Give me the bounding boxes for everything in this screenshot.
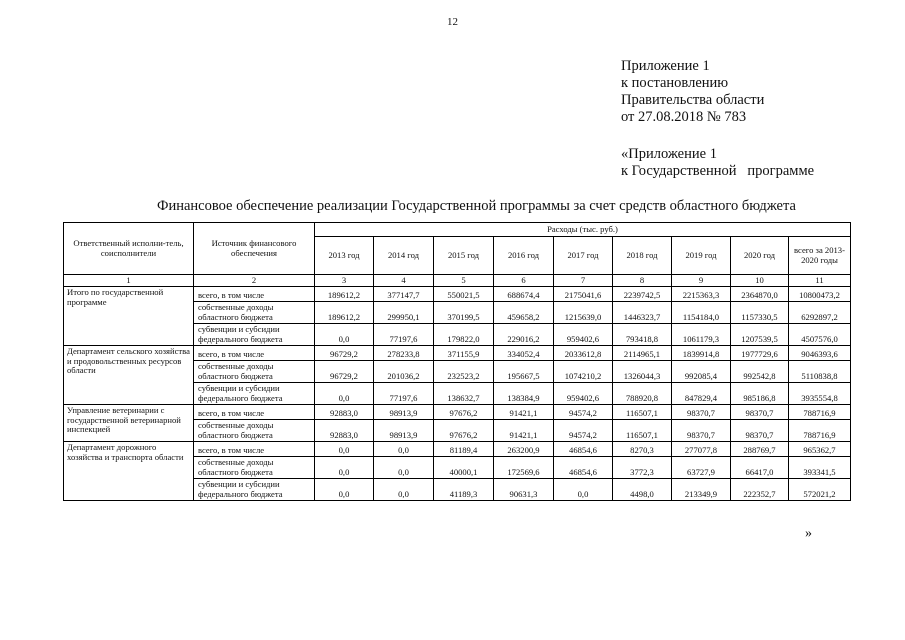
value-cell: 63727,9 [672, 457, 731, 479]
program-ref-line-1: «Приложение 1 [621, 146, 717, 162]
value-cell: 277077,8 [672, 442, 731, 457]
value-cell: 1061179,3 [672, 324, 731, 346]
value-cell: 959402,6 [554, 383, 613, 405]
value-cell: 201036,2 [374, 361, 434, 383]
value-cell: 0,0 [374, 442, 434, 457]
table-row [64, 442, 851, 457]
appendix-line-4: от 27.08.2018 № 783 [621, 109, 747, 125]
header-year: 2019 год [672, 237, 731, 275]
header-year: 2018 год [613, 237, 672, 275]
value-cell: 172569,6 [494, 457, 554, 479]
value-cell: 4507576,0 [789, 324, 851, 346]
value-cell: 572021,2 [789, 479, 851, 501]
source-cell: всего, в том числе [194, 405, 315, 420]
table-row [64, 287, 851, 302]
value-cell: 6292897,2 [789, 302, 851, 324]
column-number: 11 [789, 275, 851, 287]
column-number: 3 [315, 275, 374, 287]
table-row [64, 346, 851, 361]
source-cell: всего, в том числе [194, 442, 315, 457]
appendix-line-1: Приложение 1 [621, 58, 710, 74]
executor-cell: Итого по государственной программе [64, 287, 194, 346]
value-cell: 1157330,5 [731, 302, 789, 324]
value-cell: 1326044,3 [613, 361, 672, 383]
value-cell: 138384,9 [494, 383, 554, 405]
value-cell: 2239742,5 [613, 287, 672, 302]
value-cell: 91421,1 [494, 420, 554, 442]
value-cell: 116507,1 [613, 420, 672, 442]
column-numbers-row [64, 275, 851, 287]
value-cell: 788920,8 [613, 383, 672, 405]
column-number: 2 [194, 275, 315, 287]
value-cell: 0,0 [315, 383, 374, 405]
value-cell: 370199,5 [434, 302, 494, 324]
value-cell: 92883,0 [315, 420, 374, 442]
header-row [64, 223, 851, 237]
value-cell: 98913,9 [374, 420, 434, 442]
column-number: 8 [613, 275, 672, 287]
value-cell: 195667,5 [494, 361, 554, 383]
column-number: 9 [672, 275, 731, 287]
value-cell: 793418,8 [613, 324, 672, 346]
value-cell: 459658,2 [494, 302, 554, 324]
closing-quote: » [805, 526, 812, 541]
value-cell: 98370,7 [672, 420, 731, 442]
header-year: 2015 год [434, 237, 494, 275]
value-cell: 377147,7 [374, 287, 434, 302]
value-cell: 90631,3 [494, 479, 554, 501]
value-cell: 91421,1 [494, 405, 554, 420]
value-cell: 98370,7 [731, 420, 789, 442]
value-cell: 299950,1 [374, 302, 434, 324]
value-cell: 116507,1 [613, 405, 672, 420]
header-year: 2013 год [315, 237, 374, 275]
value-cell: 1446323,7 [613, 302, 672, 324]
source-cell: всего, в том числе [194, 346, 315, 361]
column-number: 4 [374, 275, 434, 287]
program-ref-line-2: к Государственной программе [621, 163, 815, 179]
document-title: Финансовое обеспечение реализации Государственной программы за счет средств областного бюджета [157, 198, 796, 214]
value-cell: 992085,4 [672, 361, 731, 383]
value-cell: 98913,9 [374, 405, 434, 420]
source-cell: собственные доходы областного бюджета [194, 302, 315, 324]
value-cell: 98370,7 [731, 405, 789, 420]
value-cell: 97676,2 [434, 420, 494, 442]
executor-cell: Департамент сельского хозяйства и продовольственных ресурсов области [64, 346, 194, 405]
value-cell: 965362,7 [789, 442, 851, 457]
header-executor: Ответственный исполни-тель, соисполнители [64, 223, 194, 275]
source-cell: собственные доходы областного бюджета [194, 420, 315, 442]
column-number: 7 [554, 275, 613, 287]
value-cell: 263200,9 [494, 442, 554, 457]
value-cell: 92883,0 [315, 405, 374, 420]
program-reference [621, 146, 814, 180]
appendix-header [621, 58, 764, 126]
header-year: 2014 год [374, 237, 434, 275]
value-cell: 334052,4 [494, 346, 554, 361]
value-cell: 46854,6 [554, 442, 613, 457]
value-cell: 2175041,6 [554, 287, 613, 302]
header-year: 2016 год [494, 237, 554, 275]
value-cell: 0,0 [554, 479, 613, 501]
header-year: 2020 год [731, 237, 789, 275]
value-cell: 98370,7 [672, 405, 731, 420]
source-cell: собственные доходы областного бюджета [194, 457, 315, 479]
value-cell: 0,0 [374, 457, 434, 479]
value-cell: 97676,2 [434, 405, 494, 420]
value-cell: 40000,1 [434, 457, 494, 479]
value-cell: 4498,0 [613, 479, 672, 501]
value-cell: 393341,5 [789, 457, 851, 479]
value-cell: 847829,4 [672, 383, 731, 405]
column-number: 6 [494, 275, 554, 287]
financing-table [63, 222, 851, 501]
value-cell: 9046393,6 [789, 346, 851, 361]
value-cell: 288769,7 [731, 442, 789, 457]
value-cell: 46854,6 [554, 457, 613, 479]
value-cell: 278233,8 [374, 346, 434, 361]
source-cell: собственные доходы областного бюджета [194, 361, 315, 383]
value-cell: 138632,7 [434, 383, 494, 405]
value-cell: 788716,9 [789, 405, 851, 420]
value-cell: 1207539,5 [731, 324, 789, 346]
value-cell: 229016,2 [494, 324, 554, 346]
value-cell: 1977729,6 [731, 346, 789, 361]
value-cell: 1154184,0 [672, 302, 731, 324]
value-cell: 3772,3 [613, 457, 672, 479]
value-cell: 5110838,8 [789, 361, 851, 383]
value-cell: 371155,9 [434, 346, 494, 361]
value-cell: 2114965,1 [613, 346, 672, 361]
executor-cell: Управление ветеринарии с государственной ветеринарной инспекцией [64, 405, 194, 442]
appendix-line-3: Правительства области [621, 92, 765, 108]
header-year: всего за 2013-2020 годы [789, 237, 851, 275]
source-cell: субвенции и субсидии федерального бюджета [194, 324, 315, 346]
value-cell: 1074210,2 [554, 361, 613, 383]
page-number: 12 [447, 16, 458, 28]
value-cell: 2033612,8 [554, 346, 613, 361]
value-cell: 179822,0 [434, 324, 494, 346]
value-cell: 94574,2 [554, 420, 613, 442]
value-cell: 2215363,3 [672, 287, 731, 302]
value-cell: 3935554,8 [789, 383, 851, 405]
value-cell: 8270,3 [613, 442, 672, 457]
value-cell: 96729,2 [315, 346, 374, 361]
value-cell: 959402,6 [554, 324, 613, 346]
value-cell: 94574,2 [554, 405, 613, 420]
value-cell: 213349,9 [672, 479, 731, 501]
value-cell: 81189,4 [434, 442, 494, 457]
value-cell: 41189,3 [434, 479, 494, 501]
header-year: 2017 год [554, 237, 613, 275]
value-cell: 0,0 [315, 457, 374, 479]
value-cell: 550021,5 [434, 287, 494, 302]
column-number: 10 [731, 275, 789, 287]
value-cell: 1839914,8 [672, 346, 731, 361]
value-cell: 0,0 [315, 442, 374, 457]
source-cell: субвенции и субсидии федерального бюджета [194, 479, 315, 501]
table-row [64, 405, 851, 420]
value-cell: 77197,6 [374, 324, 434, 346]
value-cell: 992542,8 [731, 361, 789, 383]
value-cell: 189612,2 [315, 287, 374, 302]
value-cell: 0,0 [315, 479, 374, 501]
column-number: 1 [64, 275, 194, 287]
value-cell: 96729,2 [315, 361, 374, 383]
value-cell: 2364870,0 [731, 287, 789, 302]
value-cell: 0,0 [315, 324, 374, 346]
appendix-line-2: к постановлению [621, 75, 729, 91]
value-cell: 788716,9 [789, 420, 851, 442]
value-cell: 66417,0 [731, 457, 789, 479]
value-cell: 189612,2 [315, 302, 374, 324]
value-cell: 77197,6 [374, 383, 434, 405]
column-number: 5 [434, 275, 494, 287]
value-cell: 10800473,2 [789, 287, 851, 302]
source-cell: субвенции и субсидии федерального бюджета [194, 383, 315, 405]
value-cell: 0,0 [374, 479, 434, 501]
executor-cell: Департамент дорожного хозяйства и транспорта области [64, 442, 194, 501]
value-cell: 222352,7 [731, 479, 789, 501]
value-cell: 232523,2 [434, 361, 494, 383]
value-cell: 985186,8 [731, 383, 789, 405]
value-cell: 1215639,0 [554, 302, 613, 324]
source-cell: всего, в том числе [194, 287, 315, 302]
value-cell: 688674,4 [494, 287, 554, 302]
header-source: Источник финансового обеспечения [194, 223, 315, 275]
header-expenses: Расходы (тыс. руб.) [315, 223, 851, 237]
